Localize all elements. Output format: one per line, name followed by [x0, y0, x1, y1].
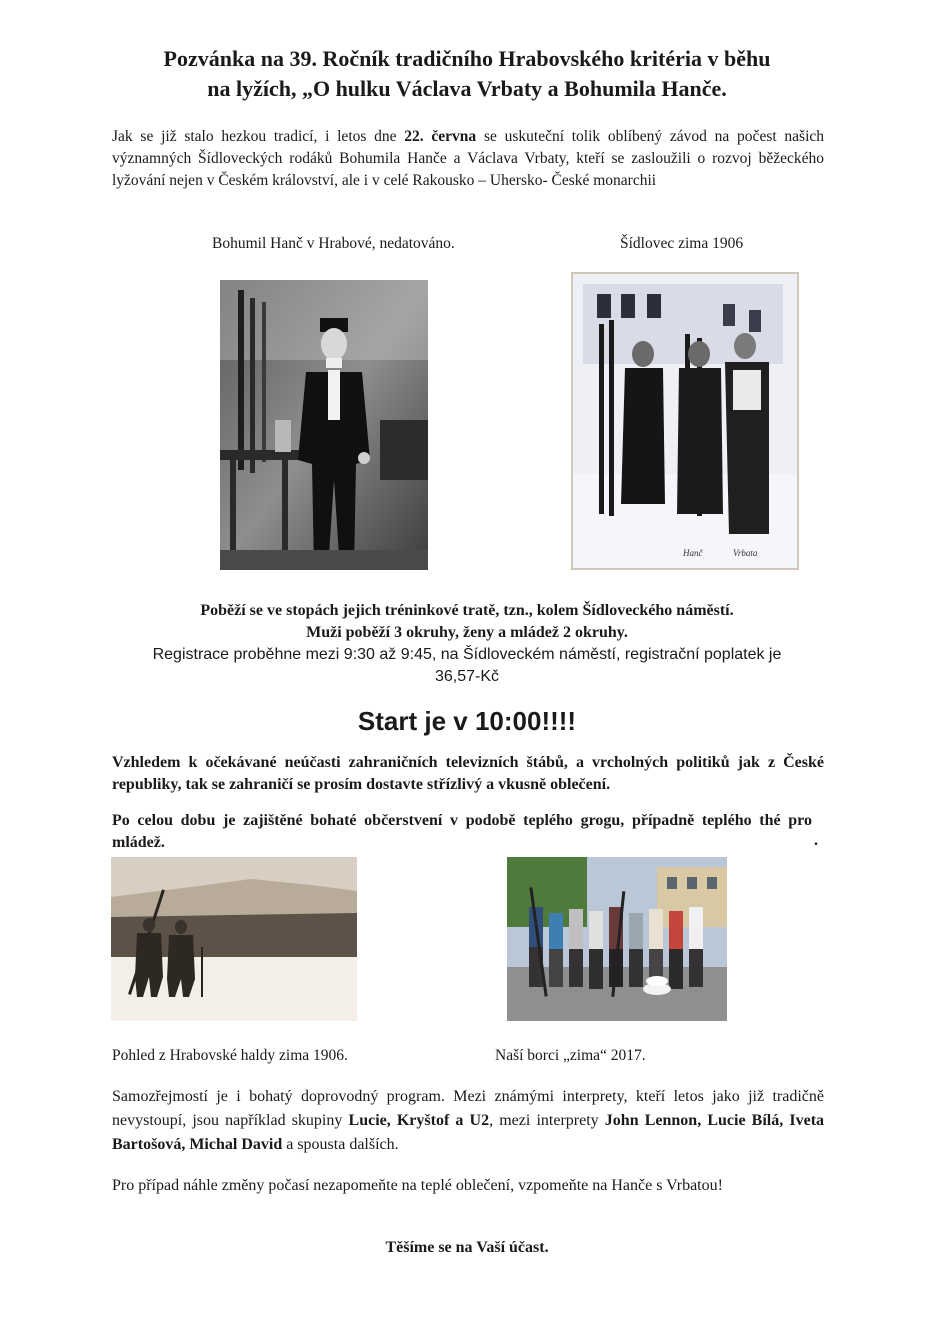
- program-bands: Lucie, Kryštof a U2: [348, 1112, 490, 1129]
- dress-note: Vzhledem k očekávané neúčasti zahraničních televizních štábů, a vrcholných politiků jak z České republiky, tak se zahraničí se prosím dostavte střízlivý a vkusně oblečení.: [112, 754, 824, 793]
- intro-text-1: Jak se již stalo hezkou tradicí, i letos dne: [112, 128, 405, 145]
- event-date: 22. června: [404, 128, 477, 145]
- intro-text-2: se uskuteční tolik oblíbený závod na počest našich významných Šídloveckých rodáků Bohumila Hanče a Václava Vrbaty, kteří se zasloužili o rozvoj běžeckého lyžování nejen v Českém království, ale i v celé Rakousko – Uhersko- České monarchii: [112, 128, 825, 189]
- race-info: [60, 600, 874, 688]
- photo-hanc-portrait: [220, 280, 428, 570]
- closing-line: Těšíme se na Vaší účast.: [385, 1239, 549, 1256]
- race-route: Poběží se ve stopách jejich tréninkové tratě, tzn., kolem Šídloveckého náměstí.: [200, 602, 734, 619]
- photo-caption-borci: Naší borci „zima“ 2017.: [495, 1047, 646, 1064]
- photo-borci-2017: [507, 857, 727, 1021]
- program-text-2: , mezi interprety: [489, 1112, 605, 1129]
- program-artists: John Lennon, Lucie Bílá, Iveta Bartošová, Michal David: [112, 1112, 825, 1153]
- photo-caption-halda: Pohled z Hrabovské haldy zima 1906.: [112, 1047, 348, 1064]
- registration-info: Registrace proběhne mezi 9:30 až 9:45, na Šídloveckém náměstí, registrační poplatek je: [152, 646, 782, 663]
- race-laps: Muži poběží 3 okruhy, ženy a mládež 2 okruhy.: [306, 624, 628, 641]
- intro-paragraph: [112, 126, 824, 192]
- photo-caption-hanc: Bohumil Hanč v Hrabové, nedatováno.: [212, 235, 455, 252]
- start-time: Start je v 10:00!!!!: [357, 706, 577, 736]
- program-text-3: a spousta dalších.: [282, 1136, 399, 1153]
- refreshment-note: Po celou dobu je zajištěné bohaté občerstvení v podobě teplého grogu, případně teplého thé pro mládež.: [112, 812, 812, 851]
- weather-note: Pro případ náhle změny počasí nezapomeňte na teplé oblečení, vzpomeňte na Hanče s Vrbatou!: [112, 1177, 723, 1194]
- registration-fee: 36,57-Kč: [434, 668, 500, 685]
- program-paragraph: [112, 1085, 824, 1157]
- page-title: [60, 44, 874, 104]
- program-text-1: Samozřejmostí je i bohatý doprovodný program. Mezi známými interprety, kteří letos jako již tradičně nevystoupí, jsou například skupiny: [112, 1088, 824, 1129]
- svg-text:Vrbata: Vrbata: [733, 548, 758, 558]
- svg-text:Hanč: Hanč: [683, 548, 703, 558]
- photo-hrabova-halda-1906: [111, 857, 357, 1021]
- trailing-dot: .: [814, 832, 818, 849]
- title-line-1: Pozvánka na 39. Ročník tradičního Hrabovského kritéria v běhu: [163, 46, 771, 71]
- title-line-2: na lyžích, „O hulku Václava Vrbaty a Bohumila Hanče.: [207, 76, 727, 101]
- photo-caption-sidlovec: Šídlovec zima 1906: [620, 235, 744, 252]
- photo-sidlovec-1906: [571, 272, 799, 570]
